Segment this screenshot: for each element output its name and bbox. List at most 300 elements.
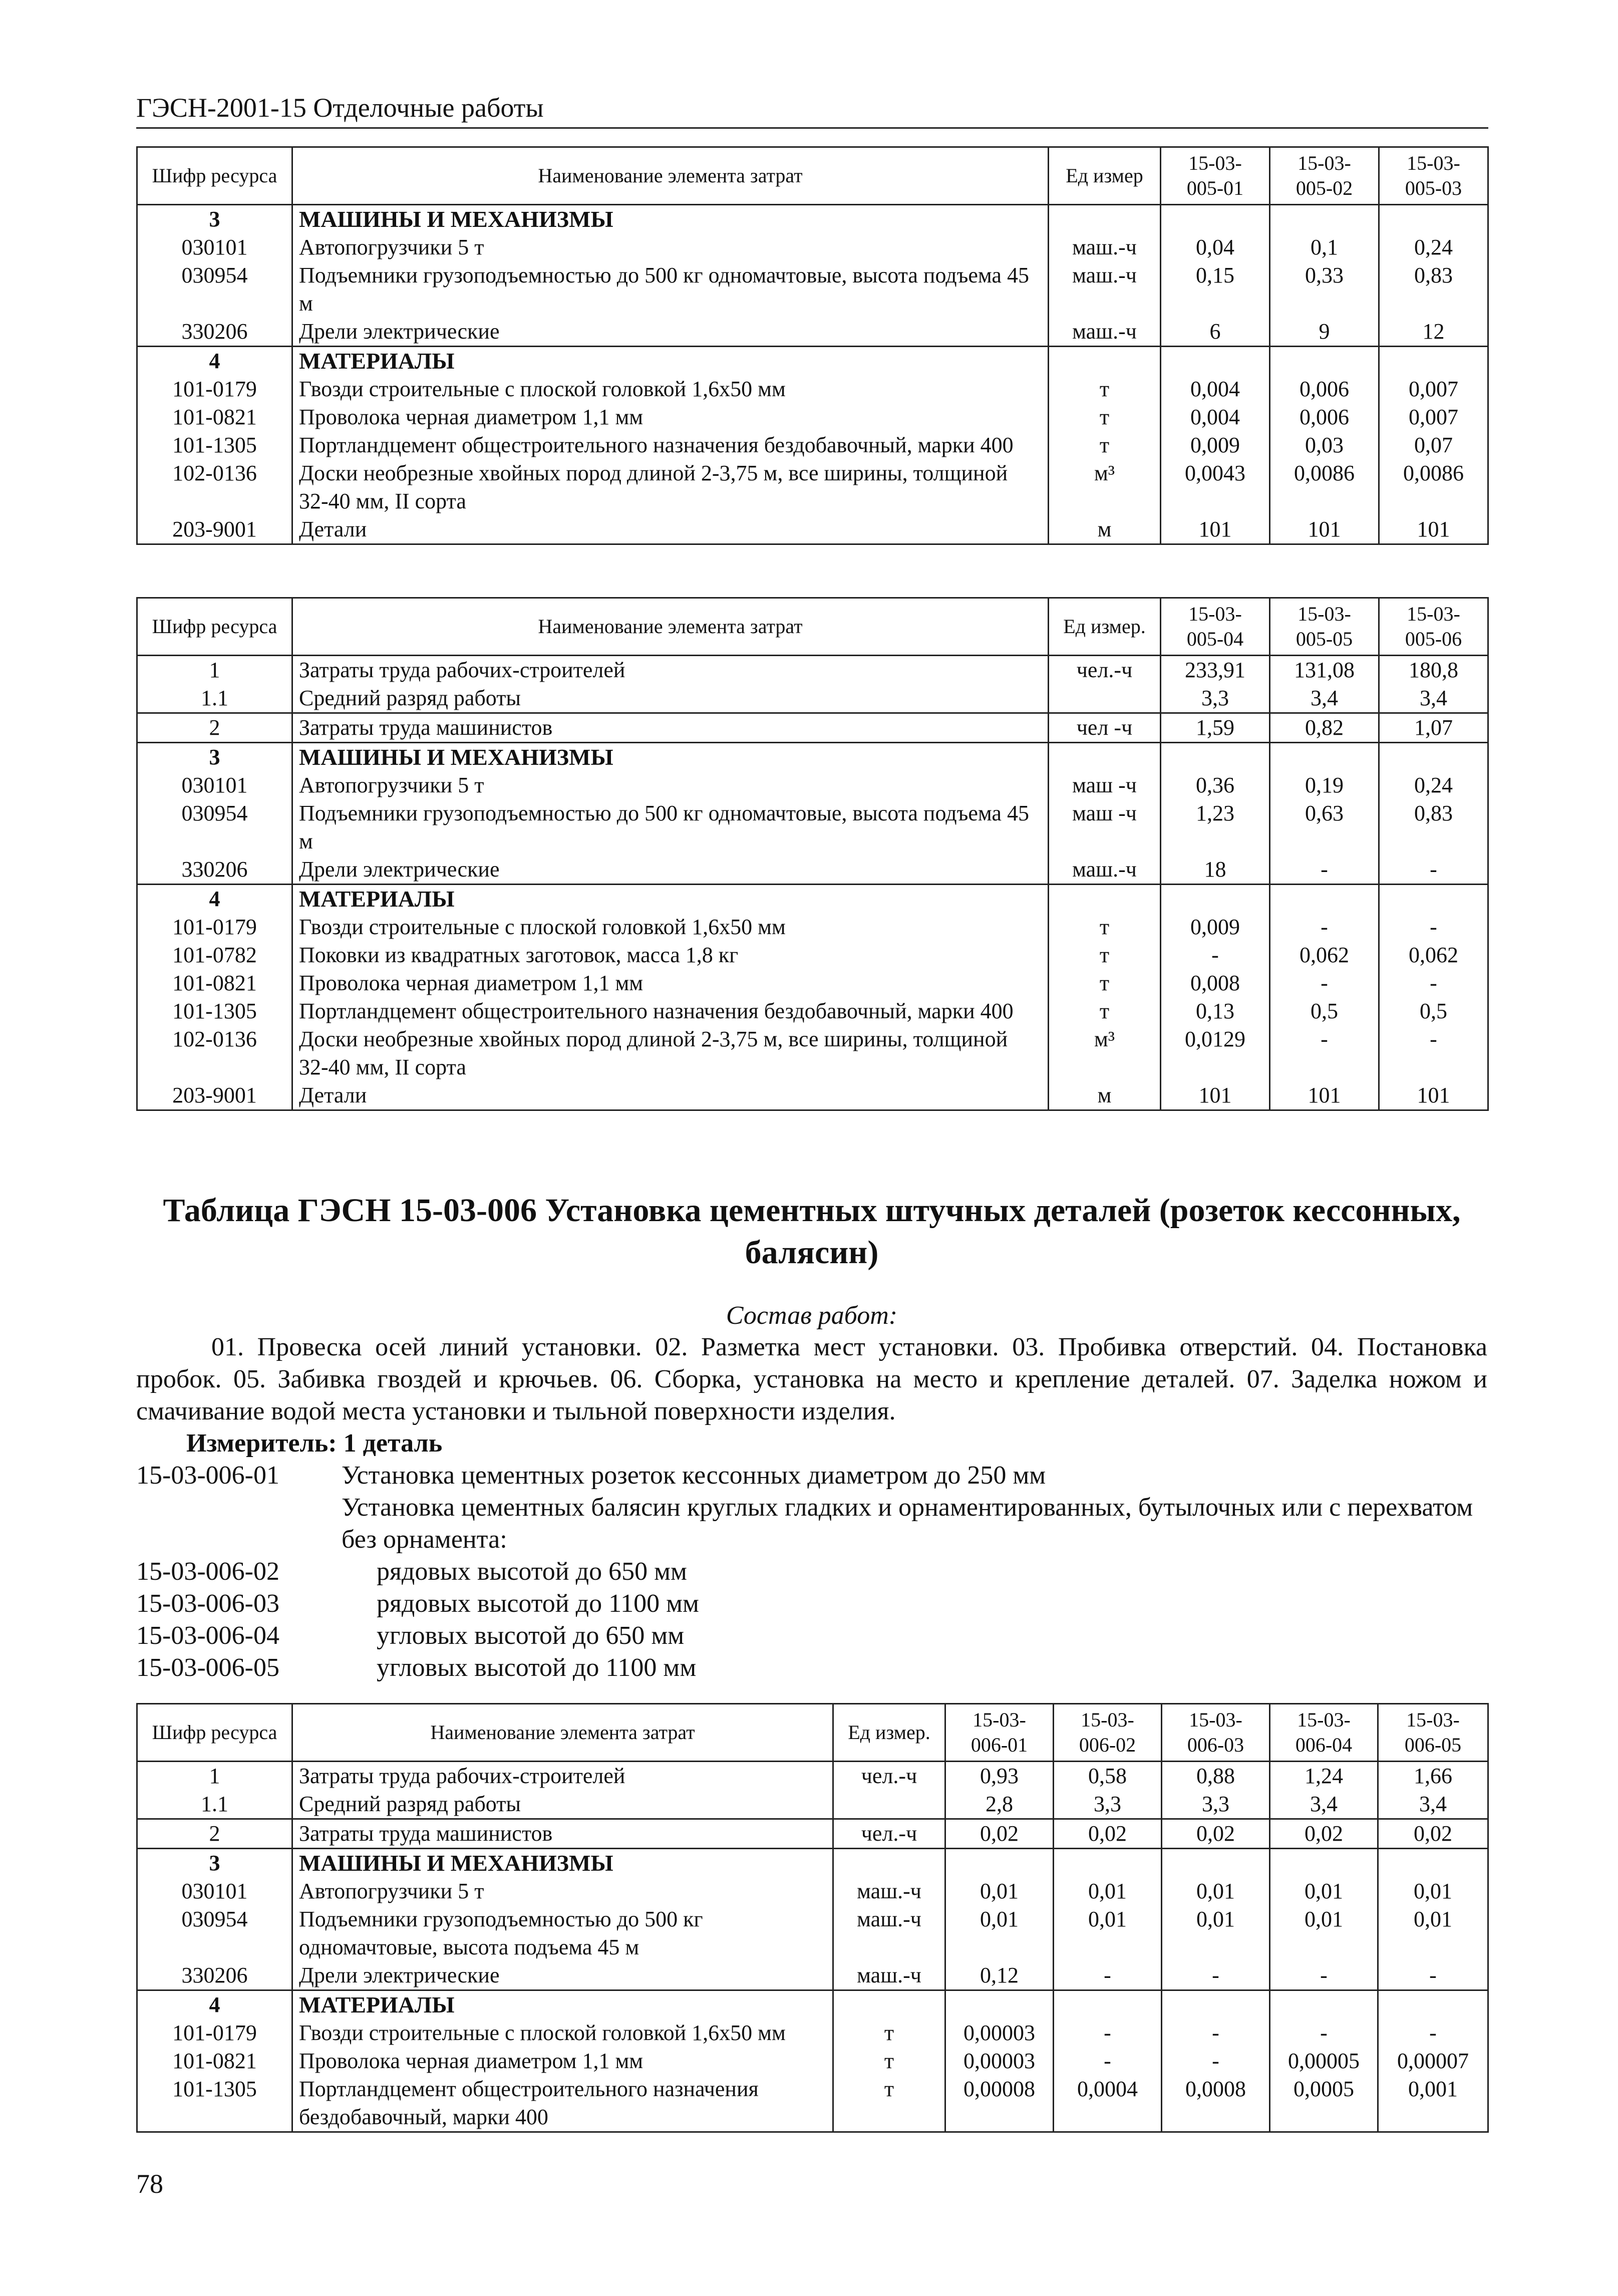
cell-value: 0,007: [1379, 403, 1488, 431]
cell-unit: маш.-ч: [833, 1877, 945, 1905]
cell-unit: т: [1049, 431, 1161, 459]
norm-item-list: [136, 1460, 1487, 1684]
cell-code: 2: [137, 1819, 292, 1849]
cell-name: Гвозди строительные с плоской головкой 1,6х50 мм: [292, 2019, 833, 2047]
table-row: [137, 431, 1488, 459]
cell-value: 0,36: [1161, 771, 1270, 799]
cell-code: 330206: [137, 318, 292, 347]
cell-value: 0,006: [1270, 375, 1379, 403]
table-header-row: [137, 147, 1488, 205]
cell-value: -: [1161, 941, 1270, 969]
table-row: [137, 941, 1488, 969]
work-composition-text: 01. Провеска осей линий установки. 02. Разметка мест установки. 03. Пробивка отверстий. 04. Постановка пробок. 05. Забивка гвоздей и крючьев. 06. Сборка, установка на место и крепление деталей. 07. Заделка ножом и смачивание водой места установки и тыльной поверхности изделия.: [136, 1333, 1487, 1425]
cell-value: 0,15: [1161, 261, 1270, 318]
cell-value: 0,062: [1379, 941, 1488, 969]
header-norm-code: 15-03- 005-02: [1270, 147, 1379, 205]
cell-value: 1,66: [1378, 1762, 1488, 1791]
cell-name: Дрели электрические: [292, 1961, 833, 1990]
cell-value: 3,4: [1270, 1790, 1378, 1819]
header-code: Шифр ресурса: [137, 598, 292, 656]
cell-unit: т: [1049, 997, 1161, 1025]
cell-code: 4: [137, 885, 292, 914]
cell-value: -: [1379, 1025, 1488, 1081]
cell-name: Гвозди строительные с плоской головкой 1,6х50 мм: [292, 375, 1049, 403]
cell-unit: чел.-ч: [1049, 656, 1161, 685]
cell-value: -: [1054, 2019, 1162, 2047]
cell-unit: т: [833, 2019, 945, 2047]
table-row: [137, 997, 1488, 1025]
norm-item-description: угловых высотой до 650 мм: [377, 1621, 685, 1650]
table-row: [137, 1961, 1488, 1990]
table-row: [137, 403, 1488, 431]
cell-name: Затраты труда машинистов: [292, 713, 1049, 743]
cell-unit: [833, 1990, 945, 2020]
cell-name: Портландцемент общестроительного назначения бездобавочный, марки 400: [292, 431, 1049, 459]
measurement-unit: Измеритель: 1 деталь: [186, 1429, 443, 1458]
cell-value: 0,83: [1379, 799, 1488, 855]
cell-value: 101: [1161, 1081, 1270, 1110]
cell-value: -: [1379, 913, 1488, 941]
cell-value: 101: [1270, 1081, 1379, 1110]
cell-value: 0,01: [1270, 1905, 1378, 1961]
work-composition-heading: Состав работ:: [726, 1301, 898, 1330]
cell-unit: маш -ч: [1049, 771, 1161, 799]
cell-unit: маш -ч: [1049, 799, 1161, 855]
cell-unit: маш.-ч: [833, 1961, 945, 1990]
cell-name: Подъемники грузоподъемностью до 500 кг одномачтовые, высота подъема 45 м: [292, 799, 1049, 855]
cell-name: МАШИНЫ И МЕХАНИЗМЫ: [292, 743, 1049, 772]
norm-item-code: 15-03-006-01: [136, 1461, 279, 1490]
cell-unit: м: [1049, 1081, 1161, 1110]
table-row: [137, 855, 1488, 885]
cell-name: Доски необрезные хвойных пород длиной 2-3,75 м, все ширины, толщиной 32-40 мм, II сорта: [292, 1025, 1049, 1081]
cell-code: 330206: [137, 1961, 292, 1990]
cell-value: -: [1054, 1961, 1162, 1990]
cell-value: -: [1378, 1961, 1488, 1990]
cell-value: 0,88: [1162, 1762, 1270, 1791]
cell-value: 0,5: [1270, 997, 1379, 1025]
cell-value: -: [1378, 2019, 1488, 2047]
norm-item-code: [136, 1492, 342, 1556]
cell-code: 101-0782: [137, 941, 292, 969]
cell-value: 0,02: [945, 1819, 1054, 1849]
cell-name: Автопогрузчики 5 т: [292, 233, 1049, 261]
norm-item-code: 15-03-006-05: [136, 1653, 279, 1682]
cell-name: Поковки из квадратных заготовок, масса 1,8 кг: [292, 941, 1049, 969]
cell-code: 203-9001: [137, 515, 292, 544]
cell-code: 3: [137, 1849, 292, 1878]
table-row: [137, 2075, 1488, 2132]
norm-item: [136, 1492, 1487, 1556]
header-norm-code: 15-03- 005-06: [1379, 598, 1488, 656]
header-norm-code: 15-03- 005-05: [1270, 598, 1379, 656]
cell-value: 0,007: [1379, 375, 1488, 403]
cell-code: 101-1305: [137, 997, 292, 1025]
cell-value: 0,0008: [1162, 2075, 1270, 2132]
header-code: Шифр ресурса: [137, 147, 292, 205]
table-row: [137, 1762, 1488, 1791]
norm-item-description: Установка цементных балясин круглых гладких и орнаментированных, бутылочных или с перехватом без орнамента:: [342, 1493, 1473, 1554]
table-row: [137, 885, 1488, 914]
cell-value: [1270, 885, 1379, 914]
cell-unit: т: [1049, 375, 1161, 403]
cell-value: 3,4: [1378, 1790, 1488, 1819]
table-row: [137, 1081, 1488, 1110]
cell-value: 3,3: [1162, 1790, 1270, 1819]
header-norm-code: 15-03- 006-03: [1162, 1704, 1270, 1762]
table-row: [137, 459, 1488, 515]
cell-value: -: [1270, 1025, 1379, 1081]
cell-value: -: [1270, 2019, 1378, 2047]
cell-unit: [833, 1790, 945, 1819]
table-row: [137, 261, 1488, 318]
table-row: [137, 375, 1488, 403]
cell-name: Дрели электрические: [292, 318, 1049, 347]
cell-code: 101-0821: [137, 2047, 292, 2075]
header-norm-code: 15-03- 005-04: [1161, 598, 1270, 656]
table-title: Таблица ГЭСН 15-03-006 Установка цементных штучных деталей (розеток кессонных, балясин): [163, 1192, 1461, 1271]
cell-value: 0,0043: [1161, 459, 1270, 515]
cell-value: 0,01: [1054, 1877, 1162, 1905]
cell-value: 0,009: [1161, 913, 1270, 941]
cell-value: 0,24: [1379, 233, 1488, 261]
cell-value: 101: [1270, 515, 1379, 544]
cell-value: 3,3: [1054, 1790, 1162, 1819]
cell-value: 0,0005: [1270, 2075, 1378, 2132]
header-norm-code: 15-03- 006-01: [945, 1704, 1054, 1762]
header-norm-code: 15-03- 005-01: [1161, 147, 1270, 205]
cell-unit: маш.-ч: [1049, 233, 1161, 261]
cell-value: -: [1270, 1961, 1378, 1990]
cell-value: -: [1270, 969, 1379, 997]
header-unit: Ед измер.: [1049, 598, 1161, 656]
header-name: Наименование элемента затрат: [292, 147, 1049, 205]
header-code: Шифр ресурса: [137, 1704, 292, 1762]
cell-value: -: [1270, 913, 1379, 941]
table-row: [137, 913, 1488, 941]
cell-unit: т: [1049, 403, 1161, 431]
cell-value: 0,33: [1270, 261, 1379, 318]
cell-code: 330206: [137, 855, 292, 885]
cell-value: 2,8: [945, 1790, 1054, 1819]
table-row: [137, 1025, 1488, 1081]
norm-item-description: рядовых высотой до 1100 мм: [377, 1589, 699, 1618]
cell-value: [945, 1990, 1054, 2020]
cell-name: Затраты труда рабочих-строителей: [292, 656, 1049, 685]
cell-name: Подъемники грузоподъемностью до 500 кг одномачтовые, высота подъема 45 м: [292, 261, 1049, 318]
cell-value: 0,12: [945, 1961, 1054, 1990]
cell-unit: маш.-ч: [1049, 855, 1161, 885]
cell-value: [1054, 1849, 1162, 1878]
cell-code: 030101: [137, 1877, 292, 1905]
cell-name: МАТЕРИАЛЫ: [292, 885, 1049, 914]
table-row: [137, 799, 1488, 855]
cell-value: 0,01: [1378, 1877, 1488, 1905]
cell-value: 0,58: [1054, 1762, 1162, 1791]
header-norm-code: 15-03- 006-05: [1378, 1704, 1488, 1762]
table-row: [137, 656, 1488, 685]
cell-unit: [1049, 347, 1161, 376]
norm-item-description: угловых высотой до 1100 мм: [377, 1653, 697, 1682]
cell-code: 101-0179: [137, 913, 292, 941]
cell-code: 1.1: [137, 684, 292, 713]
table-row: [137, 515, 1488, 544]
cell-code: 3: [137, 743, 292, 772]
cell-value: 0,00005: [1270, 2047, 1378, 2075]
cell-name: Детали: [292, 515, 1049, 544]
cell-value: 233,91: [1161, 656, 1270, 685]
cell-value: 1,07: [1379, 713, 1488, 743]
cell-unit: [1049, 684, 1161, 713]
cell-value: -: [1379, 855, 1488, 885]
table-row: [137, 2019, 1488, 2047]
cell-value: 0,02: [1054, 1819, 1162, 1849]
cell-name: Гвозди строительные с плоской головкой 1,6х50 мм: [292, 913, 1049, 941]
table-row: [137, 684, 1488, 713]
cell-value: 0,83: [1379, 261, 1488, 318]
cell-code: 203-9001: [137, 1081, 292, 1110]
cell-name: Автопогрузчики 5 т: [292, 1877, 833, 1905]
cell-name: Детали: [292, 1081, 1049, 1110]
cell-value: 0,001: [1378, 2075, 1488, 2132]
header-norm-code: 15-03- 005-03: [1379, 147, 1488, 205]
cell-unit: [1049, 205, 1161, 234]
cell-value: -: [1379, 969, 1488, 997]
cell-value: -: [1162, 2047, 1270, 2075]
cell-value: [1378, 1849, 1488, 1878]
cell-code: 101-1305: [137, 431, 292, 459]
cell-name: Автопогрузчики 5 т: [292, 771, 1049, 799]
cell-value: -: [1270, 855, 1379, 885]
cell-unit: м³: [1049, 459, 1161, 515]
cell-value: 0,13: [1161, 997, 1270, 1025]
cell-name: Дрели электрические: [292, 855, 1049, 885]
cell-value: 0,00007: [1378, 2047, 1488, 2075]
cell-value: 0,0004: [1054, 2075, 1162, 2132]
cell-value: 1,59: [1161, 713, 1270, 743]
cell-value: 0,1: [1270, 233, 1379, 261]
cell-value: 0,01: [1378, 1905, 1488, 1961]
cell-code: 030101: [137, 233, 292, 261]
cell-unit: чел -ч: [1049, 713, 1161, 743]
running-head: ГЭСН-2001-15 Отделочные работы: [136, 90, 1488, 129]
cell-value: [1270, 1849, 1378, 1878]
cell-value: [1270, 743, 1379, 772]
cell-value: [945, 1849, 1054, 1878]
cell-name: Доски необрезные хвойных пород длиной 2-3,75 м, все ширины, толщиной 32-40 мм, II сорта: [292, 459, 1049, 515]
cell-value: 0,24: [1379, 771, 1488, 799]
cell-unit: т: [833, 2075, 945, 2132]
header-norm-code: 15-03- 006-02: [1054, 1704, 1162, 1762]
cell-value: 0,0086: [1270, 459, 1379, 515]
cell-unit: [1049, 743, 1161, 772]
norm-item-code: 15-03-006-02: [136, 1557, 279, 1586]
cell-value: 0,00008: [945, 2075, 1054, 2132]
cell-code: 3: [137, 205, 292, 234]
cell-value: [1270, 1990, 1378, 2020]
cell-value: 0,82: [1270, 713, 1379, 743]
table-row: [137, 233, 1488, 261]
cell-unit: м: [1049, 515, 1161, 544]
table-row: [137, 318, 1488, 347]
cell-unit: т: [1049, 969, 1161, 997]
cell-value: 0,01: [1162, 1905, 1270, 1961]
cell-value: [1161, 743, 1270, 772]
cell-value: 1,23: [1161, 799, 1270, 855]
cell-value: 18: [1161, 855, 1270, 885]
cell-value: 0,02: [1162, 1819, 1270, 1849]
cell-code: 102-0136: [137, 459, 292, 515]
cell-code: 1: [137, 1762, 292, 1791]
cell-value: [1161, 205, 1270, 234]
cell-value: 0,00003: [945, 2047, 1054, 2075]
norm-item-description: Установка цементных розеток кессонных диаметром до 250 мм: [342, 1461, 1046, 1490]
cell-code: 101-0821: [137, 969, 292, 997]
cell-unit: [1049, 885, 1161, 914]
cell-value: [1378, 1990, 1488, 2020]
header-name: Наименование элемента затрат: [292, 1704, 833, 1762]
header-unit: Ед измер.: [833, 1704, 945, 1762]
cell-unit: чел.-ч: [833, 1819, 945, 1849]
cell-value: 101: [1379, 1081, 1488, 1110]
cell-value: 0,5: [1379, 997, 1488, 1025]
cell-name: МАШИНЫ И МЕХАНИЗМЫ: [292, 205, 1049, 234]
cell-value: 0,03: [1270, 431, 1379, 459]
cell-unit: маш.-ч: [833, 1905, 945, 1961]
cell-value: 101: [1161, 515, 1270, 544]
norm-item-code: 15-03-006-03: [136, 1589, 279, 1618]
cell-unit: [833, 1849, 945, 1878]
norm-item: [136, 1620, 1487, 1652]
norm-item-code: 15-03-006-04: [136, 1621, 279, 1650]
cell-value: 9: [1270, 318, 1379, 347]
table-row: [137, 743, 1488, 772]
cell-unit: маш.-ч: [1049, 261, 1161, 318]
header-unit: Ед измер: [1049, 147, 1161, 205]
cell-name: МАТЕРИАЛЫ: [292, 1990, 833, 2020]
cell-value: -: [1054, 2047, 1162, 2075]
cell-name: МАТЕРИАЛЫ: [292, 347, 1049, 376]
table-header-row: [137, 598, 1488, 656]
cell-name: Средний разряд работы: [292, 684, 1049, 713]
cell-value: 6: [1161, 318, 1270, 347]
header-name: Наименование элемента затрат: [292, 598, 1049, 656]
cell-code: 1: [137, 656, 292, 685]
cell-value: 0,062: [1270, 941, 1379, 969]
table-row: [137, 1819, 1488, 1849]
cell-name: Портландцемент общестроительного назначения бездобавочный, марки 400: [292, 2075, 833, 2132]
cell-value: 0,63: [1270, 799, 1379, 855]
cell-code: 101-0821: [137, 403, 292, 431]
cell-code: 102-0136: [137, 1025, 292, 1081]
table-row: [137, 1990, 1488, 2020]
table-row: [137, 713, 1488, 743]
cell-value: 3,4: [1270, 684, 1379, 713]
table-row: [137, 969, 1488, 997]
cell-value: 0,19: [1270, 771, 1379, 799]
cell-name: МАШИНЫ И МЕХАНИЗМЫ: [292, 1849, 833, 1878]
cell-value: 0,009: [1161, 431, 1270, 459]
cell-code: 101-1305: [137, 2075, 292, 2132]
cell-code: 4: [137, 1990, 292, 2020]
resource-table-005-01-03: [136, 146, 1489, 545]
cell-value: 1,24: [1270, 1762, 1378, 1791]
norm-item: [136, 1588, 1487, 1620]
resource-table-006: [136, 1703, 1489, 2133]
cell-value: 0,02: [1270, 1819, 1378, 1849]
cell-value: 0,01: [1270, 1877, 1378, 1905]
cell-unit: т: [1049, 941, 1161, 969]
cell-value: 3,3: [1161, 684, 1270, 713]
cell-code: 4: [137, 347, 292, 376]
norm-item: [136, 1652, 1487, 1684]
cell-value: 12: [1379, 318, 1488, 347]
cell-name: Проволока черная диаметром 1,1 мм: [292, 403, 1049, 431]
cell-code: 2: [137, 713, 292, 743]
cell-name: Проволока черная диаметром 1,1 мм: [292, 2047, 833, 2075]
table-row: [137, 1905, 1488, 1961]
table-row: [137, 771, 1488, 799]
cell-value: [1379, 205, 1488, 234]
cell-value: 0,0129: [1161, 1025, 1270, 1081]
cell-value: 0,93: [945, 1762, 1054, 1791]
cell-value: 3,4: [1379, 684, 1488, 713]
cell-code: 101-0179: [137, 2019, 292, 2047]
cell-value: 0,004: [1161, 403, 1270, 431]
page-number: 78: [136, 2169, 163, 2199]
table-row: [137, 1877, 1488, 1905]
cell-name: Портландцемент общестроительного назначения бездобавочный, марки 400: [292, 997, 1049, 1025]
cell-code: 1.1: [137, 1790, 292, 1819]
table-row: [137, 1790, 1488, 1819]
norm-item-description: рядовых высотой до 650 мм: [377, 1557, 687, 1586]
cell-value: 0,006: [1270, 403, 1379, 431]
cell-name: Проволока черная диаметром 1,1 мм: [292, 969, 1049, 997]
table-row: [137, 205, 1488, 234]
cell-code: 030101: [137, 771, 292, 799]
cell-unit: м³: [1049, 1025, 1161, 1081]
cell-value: [1161, 347, 1270, 376]
cell-value: [1161, 885, 1270, 914]
cell-code: 101-0179: [137, 375, 292, 403]
cell-value: 0,01: [945, 1905, 1054, 1961]
cell-code: 030954: [137, 1905, 292, 1961]
cell-value: 0,00003: [945, 2019, 1054, 2047]
cell-value: -: [1162, 2019, 1270, 2047]
cell-value: [1379, 743, 1488, 772]
norm-item: [136, 1556, 1487, 1588]
header-norm-code: 15-03- 006-04: [1270, 1704, 1378, 1762]
cell-value: 0,008: [1161, 969, 1270, 997]
cell-name: Затраты труда машинистов: [292, 1819, 833, 1849]
cell-value: [1270, 347, 1379, 376]
cell-value: 0,0086: [1379, 459, 1488, 515]
cell-name: Подъемники грузоподъемностью до 500 кг одномачтовые, высота подъема 45 м: [292, 1905, 833, 1961]
cell-value: [1270, 205, 1379, 234]
table-row: [137, 347, 1488, 376]
cell-name: Затраты труда рабочих-строителей: [292, 1762, 833, 1791]
cell-value: [1379, 885, 1488, 914]
cell-code: 030954: [137, 261, 292, 318]
cell-value: [1162, 1990, 1270, 2020]
table-row: [137, 2047, 1488, 2075]
cell-value: 101: [1379, 515, 1488, 544]
cell-value: 0,01: [945, 1877, 1054, 1905]
cell-value: [1054, 1990, 1162, 2020]
norm-item: [136, 1460, 1487, 1492]
cell-value: 0,07: [1379, 431, 1488, 459]
cell-value: 0,01: [1162, 1877, 1270, 1905]
